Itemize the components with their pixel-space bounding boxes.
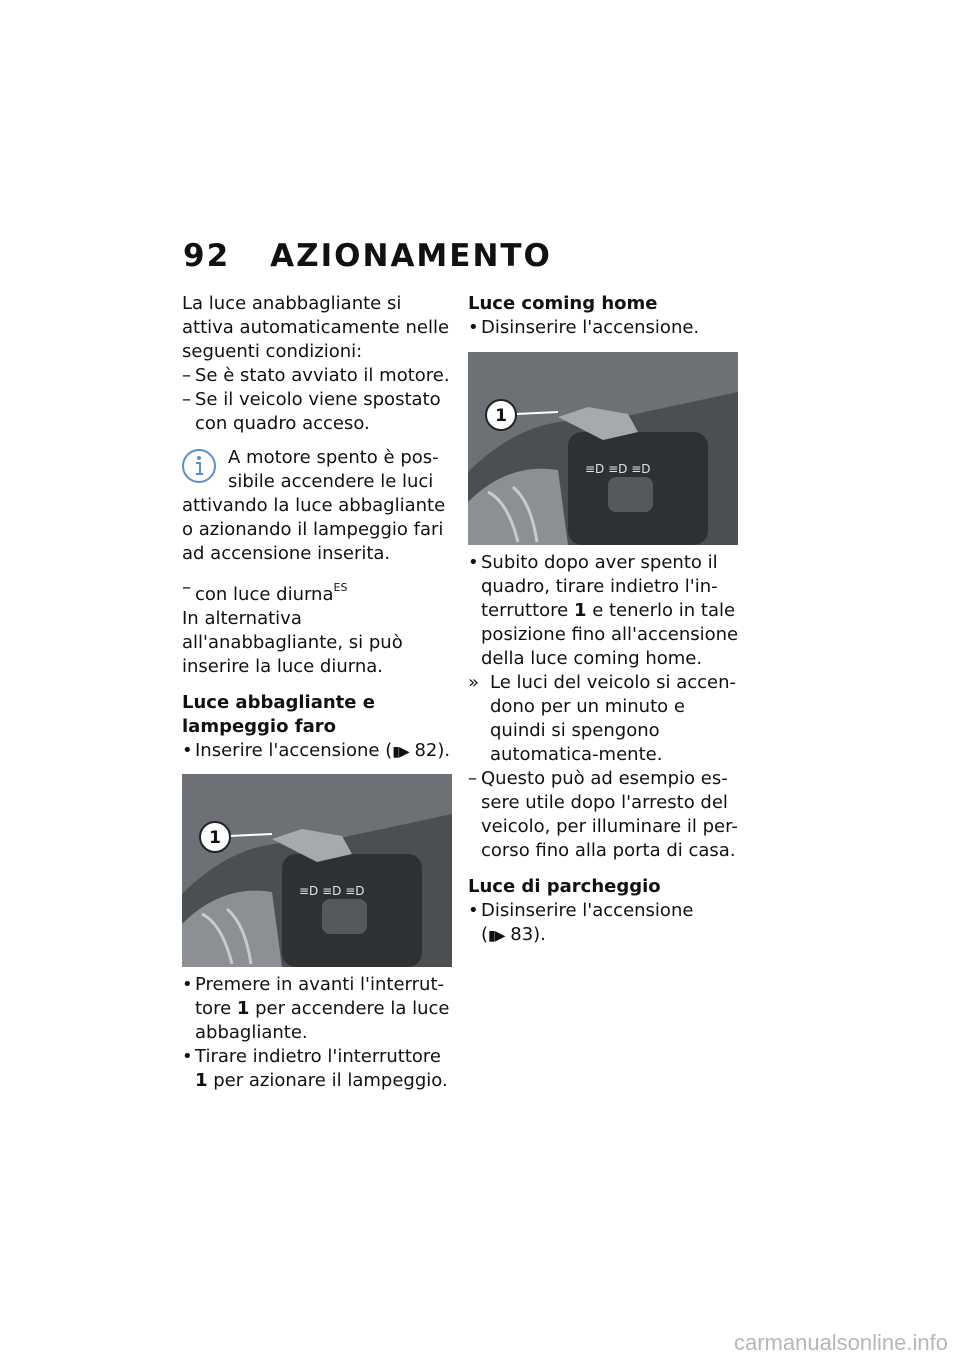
info-icon — [180, 446, 218, 491]
left-column — [182, 292, 454, 1093]
note-item: – Questo può ad esempio es-sere utile dopo l'arresto del veicolo, per illuminare il per-corso fino alla porta di casa. — [468, 768, 738, 861]
bullet-icon: • — [182, 740, 193, 761]
step-item: • Subito dopo aver spento il quadro, tirare indietro l'in-terruttore 1 e tenerlo in tale posizione fino all'accensione della luce coming home. — [468, 552, 739, 669]
page-header — [183, 238, 552, 274]
section-heading-high-beam: Luce abbagliante e lampeggio faro — [182, 692, 375, 737]
watermark: carmanualsonline.info — [733, 1330, 948, 1355]
result-item: » Le luci del veicolo si accen-dono per un minuto e quindi si spengono automatica-mente. — [468, 672, 737, 765]
figure-callout-label: 1 — [495, 406, 507, 426]
step-item: • Premere in avanti l'interrut-tore 1 per accendere la luce abbagliante. — [182, 974, 450, 1043]
section-heading-parking-light: Luce di parcheggio — [468, 876, 661, 897]
bullet-icon: • — [468, 317, 479, 338]
page-title: AZIONAMENTO — [270, 238, 552, 274]
condition-item: – Se il veicolo viene spostato con quadro acceso. — [182, 389, 441, 434]
info-note — [182, 446, 454, 566]
bullet-icon: • — [468, 552, 479, 573]
intro-text: La luce anabbagliante si attiva automaticamente nelle seguenti condizioni: — [182, 293, 450, 362]
daylight-text: In alternativa all'anabbagliante, si può inserire la luce diurna. — [182, 608, 403, 677]
dash-icon: – — [468, 768, 477, 789]
section-heading-coming-home: Luce coming home — [468, 293, 658, 314]
svg-text:≡D ≡D ≡D: ≡D ≡D ≡D — [299, 884, 365, 898]
condition-item: – Se è stato avviato il motore. — [182, 365, 450, 386]
page-ref-arrow-icon: ▮▶ — [392, 744, 409, 760]
daylight-item: – con luce diurna$^{ES}$ — [182, 577, 348, 605]
figure-handlebar-switch — [468, 352, 738, 545]
step-item: • Disinserire l'accensione. — [468, 317, 700, 338]
page-ref-arrow-icon: ▮▶ — [488, 928, 505, 944]
bullet-icon: • — [468, 900, 479, 921]
step-item: • Inserire l'accensione (▮▶ 82). — [182, 740, 451, 761]
dash-icon: – — [182, 389, 191, 410]
step-item: • Tirare indietro l'interruttore 1 per azionare il lampeggio. — [182, 1046, 448, 1091]
option-code: ES — [333, 581, 348, 594]
svg-text:≡D ≡D ≡D: ≡D ≡D ≡D — [585, 462, 651, 476]
bullet-icon: • — [182, 974, 193, 995]
right-column — [468, 292, 740, 948]
note-text-first: A motore spento è pos-sibile accendere le luci — [228, 447, 439, 492]
dash-icon: – — [182, 365, 191, 386]
page-number: 92 — [183, 238, 231, 274]
figure-handlebar-switch — [182, 774, 452, 967]
dash-icon: – — [182, 577, 191, 598]
step-item: • Disinserire l'accensione (▮▶ 83). — [468, 900, 694, 945]
figure-callout-label: 1 — [209, 828, 221, 848]
note-text-rest: attivando la luce abbagliante o azionando il lampeggio fari ad accensione inserita. — [182, 495, 446, 564]
bullet-icon: • — [182, 1046, 193, 1067]
result-chevron-icon: » — [468, 672, 480, 693]
